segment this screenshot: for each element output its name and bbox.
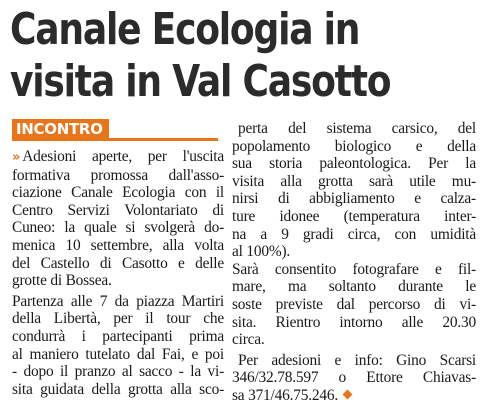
text-line: » Adesioni aperte, per l'uscita	[12, 148, 224, 165]
text-line: al maniero tutelato dal Fai, e poi	[12, 345, 224, 363]
text-line: soste previste dal percorso di vi-	[232, 295, 476, 313]
text-line: sita guidata della grotta alla sco-	[12, 380, 224, 398]
text-line: sa 371/46.75.246.	[232, 387, 476, 405]
text-line: Sarà consentito fotografare e fil-	[232, 260, 476, 278]
text-line: ciazione Canale Ecologia con il	[12, 184, 224, 202]
headline-line: Canale Ecologia in	[10, 4, 360, 55]
contact-paragraph	[232, 352, 476, 405]
text-line: formativa promossa dall'asso-	[12, 166, 224, 184]
text-line: sua storia paleontologica. Per la	[232, 155, 476, 173]
text-line: mare, ma soltanto durante le	[232, 278, 476, 296]
text-line: al 100%).	[232, 243, 291, 261]
headline-line: visita in Val Casotto	[10, 56, 391, 107]
paragraph	[232, 261, 476, 349]
text-line: circa.	[232, 331, 265, 349]
text-line: menica 10 settembre, alla volta	[12, 236, 224, 254]
text-line: perta del sistema carsico, del	[238, 120, 476, 137]
diamond-end-icon	[343, 389, 353, 399]
text-line: Per adesioni e info: Gino Scarsi	[238, 351, 476, 369]
text-line: grotte di Bossea.	[12, 272, 112, 290]
text-line: - dopo il pranzo al sacco - la vi-	[12, 363, 224, 381]
text-line: Partenza alle 7 da piazza Martiri	[12, 292, 224, 310]
text-line: na a 9 gradi circa, con umidità	[232, 225, 476, 243]
text-line: sita. Rientro intorno alle 20.30	[232, 313, 476, 331]
article-column-right	[232, 120, 476, 405]
article-column-left	[12, 148, 224, 398]
text-line: nirsi di abbigliamento e calza-	[232, 190, 476, 208]
text-line: visita alla grotta sarà utile mu-	[232, 172, 476, 190]
text-line: ture idonee (temperatura inter-	[232, 207, 476, 225]
paragraph	[12, 293, 224, 399]
kicker-rule	[12, 119, 218, 141]
text-line: della Libertà, per il tour che	[12, 310, 224, 328]
text-line: popolamento biologico e della	[232, 137, 476, 155]
text-line: Centro Servizi Volontariato di	[12, 201, 224, 219]
text-line: del Castello di Casotto e delle	[12, 254, 224, 272]
headline	[10, 4, 395, 108]
paragraph	[12, 148, 224, 290]
text-line: condurrà i partecipanti prima	[12, 327, 224, 345]
text-line: Cuneo: la quale si svolgerà do-	[12, 219, 224, 237]
paragraph	[232, 120, 476, 261]
text-line: 346/32.78.597 o Ettore Chiavas-	[232, 369, 476, 387]
kicker-label: INCONTRO	[12, 119, 109, 139]
double-chevron-right-icon: »	[12, 150, 21, 165]
